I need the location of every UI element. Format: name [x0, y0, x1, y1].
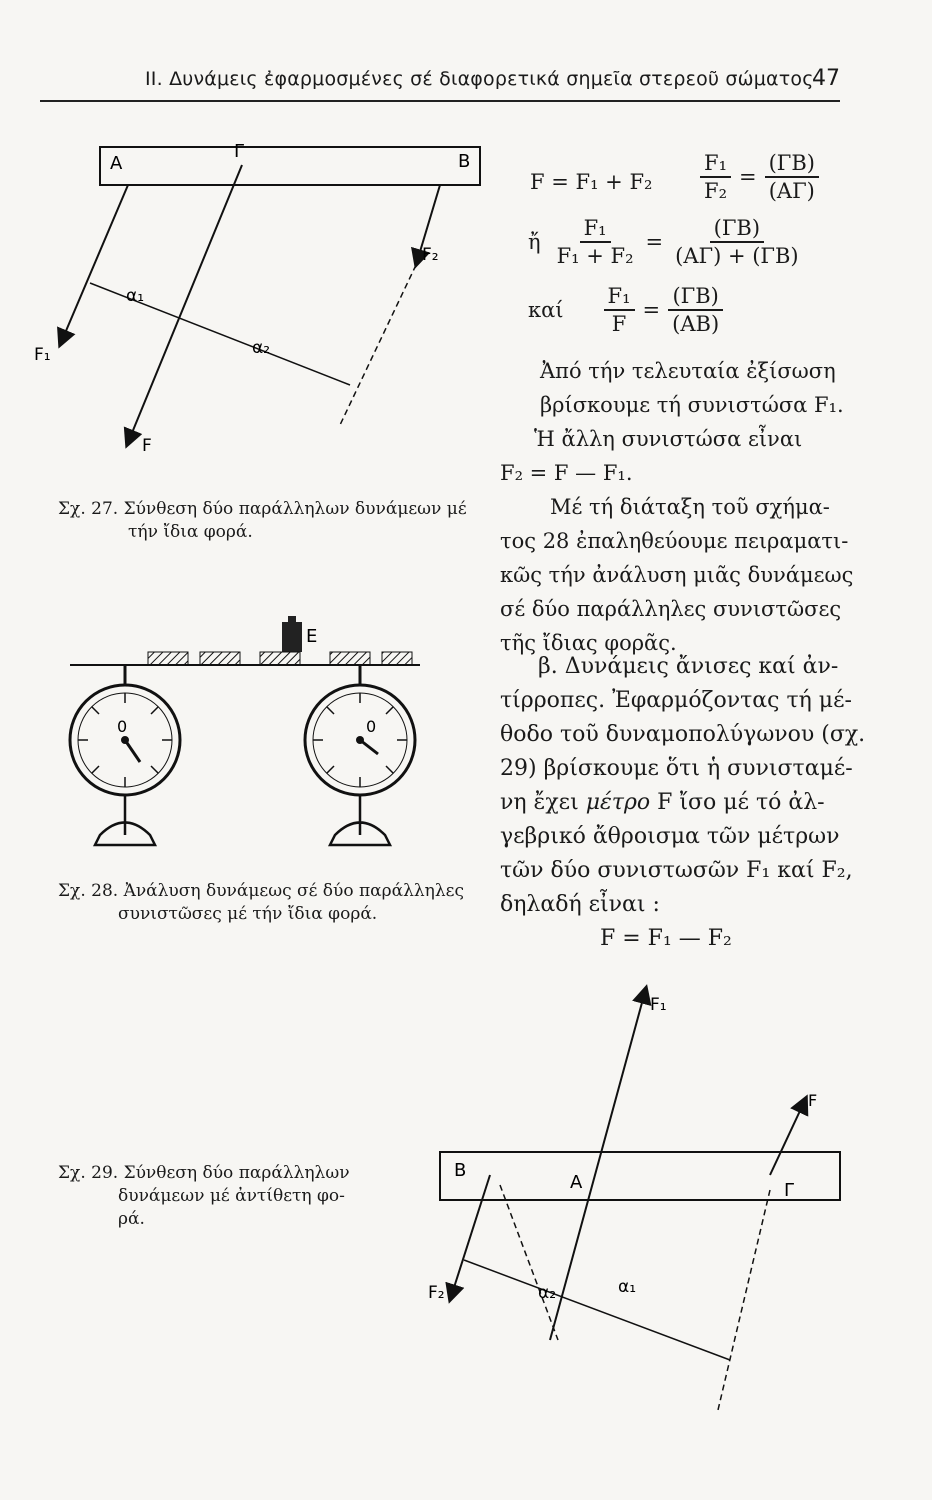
caption-fig29 — [58, 1162, 350, 1231]
equation-3 — [528, 283, 723, 337]
text-line: 29) βρίσκουμε ὅτι ἡ συνισταμέ- — [500, 756, 853, 781]
beam — [440, 1152, 840, 1200]
eq2-prefix: ἤ — [528, 230, 541, 254]
label-A: A — [570, 1172, 583, 1193]
eq2-rnum: (ΓΒ) — [710, 215, 764, 243]
caption-line: τήν ἴδια φορά. — [128, 522, 253, 542]
section-heading: β. Δυνάμεις ἄνισες καί ἀν- — [538, 654, 839, 679]
caption-fig27 — [58, 498, 467, 544]
figure-27 — [30, 135, 500, 465]
equation-2 — [528, 215, 803, 269]
text-line: τος 28 ἐπαληθεύουμε πειραματι- — [500, 529, 849, 553]
dashed-line-F2 — [340, 265, 416, 425]
dashed-line-F — [718, 1190, 770, 1410]
label-B: Β — [458, 151, 471, 172]
eq3-num: F₁ — [604, 283, 635, 311]
text-line: κῶς τήν ἀνάλυση μιᾶς δυνάμεως — [500, 563, 854, 587]
eq3-prefix: καί — [528, 298, 564, 322]
text-fragment: νη ἔχει — [500, 790, 586, 815]
label-G: Γ — [784, 1180, 795, 1201]
equation-1-ratio — [700, 150, 819, 204]
arrow-F2 — [450, 1175, 490, 1300]
text-line: θοδο τοῦ δυναμοπολύγωνου (σχ. — [500, 722, 866, 747]
text-line: Ἡ ἄλλη συνιστώσα εἶναι — [534, 427, 803, 451]
figure-29 — [410, 980, 880, 1460]
arrow-F1 — [60, 185, 128, 345]
eq1-den: F₂ — [704, 179, 727, 203]
body-text-right — [500, 354, 870, 660]
eq2-rden: (ΑΓ) + (ΓΒ) — [675, 244, 799, 268]
label-F1: F₁ — [34, 345, 51, 365]
text-fragment: F ἴσο μέ τό ἀλ- — [650, 790, 825, 815]
text-line: βρίσκουμε τή συνιστώσα F₁. — [540, 393, 844, 417]
label-A: Α — [110, 153, 123, 174]
caption-line: συνιστῶσες μέ τήν ἴδια φορά. — [118, 904, 378, 924]
label-E: E — [306, 626, 318, 647]
header-rule — [40, 100, 840, 102]
text-line: Ἀπό τήν τελευταία ἐξίσωση — [540, 359, 836, 383]
caption-line: Σχ. 28. Ἀνάλυση δυνάμεως σέ δύο παράλληλες — [58, 881, 464, 901]
label-F: F — [142, 436, 152, 456]
eq2-equals: = — [645, 230, 664, 254]
label-F2: F₂ — [428, 1283, 445, 1303]
label-a1: α₁ — [618, 1277, 637, 1297]
text-line: τίρροπες. Ἐφαρμόζοντας τή μέ- — [500, 688, 852, 713]
text-italic: μέτρο — [585, 790, 651, 815]
label-F1: F₁ — [650, 995, 667, 1015]
text-line: Μέ τή διάταξη τοῦ σχήμα- — [550, 495, 830, 519]
text-line — [500, 786, 870, 820]
eq3-rnum: (ΓΒ) — [668, 283, 722, 311]
dashed-line-F2 — [500, 1185, 558, 1340]
eq2-den: F₁ + F₂ — [556, 244, 634, 268]
section-beta — [500, 650, 870, 956]
label-a2: α₂ — [252, 338, 271, 358]
eq3-den: F — [611, 312, 627, 336]
caption-line: Σχ. 27. Σύνθεση δύο παράλληλων δυνάμεων μέ — [58, 499, 467, 519]
eq3-rden: (ΑΒ) — [672, 312, 720, 336]
label-a2: α₂ — [538, 1283, 557, 1303]
caption-fig28 — [58, 880, 464, 926]
label-a1: α₁ — [126, 286, 145, 306]
eq1-equals: = — [739, 165, 757, 189]
caption-line: δυνάμεων μέ ἀντίθετη φο- — [118, 1186, 345, 1206]
label-F2: F₂ — [422, 245, 439, 265]
page-number: 47 — [812, 66, 840, 91]
beam — [100, 147, 480, 185]
equation-line: F = F₁ — F₂ — [600, 926, 732, 951]
text-line: σέ δύο παράλληλες συνιστῶσες — [500, 597, 842, 621]
label-F: F — [808, 1091, 818, 1110]
dial-right-zero: 0 — [366, 717, 377, 736]
text-line: τῆς ἴδιας φορᾶς. — [500, 631, 677, 655]
running-header: II. Δυνάμεις ἐφαρμοσμένες σέ διαφορετικά σημεῖα στερεοῦ σώματος — [145, 68, 814, 90]
arrow-F — [770, 1098, 806, 1175]
eq3-equals: = — [642, 298, 661, 322]
distance-line — [464, 1260, 730, 1360]
text-line: F₂ = F — F₁. — [500, 461, 633, 485]
text-line: δηλαδή εἶναι : — [500, 892, 660, 917]
eq1-rden: (ΑΓ) — [768, 179, 815, 203]
label-G: Γ — [234, 141, 245, 162]
figure-28 — [60, 610, 440, 870]
caption-line: Σχ. 29. Σύνθεση δύο παράλληλων — [58, 1163, 350, 1183]
text-line: τῶν δύο συνιστωσῶν F₁ καί F₂, — [500, 858, 853, 883]
weight — [282, 622, 302, 652]
text-line: γεβρικό ἄθροισμα τῶν μέτρων — [500, 824, 840, 849]
dial-left-zero: 0 — [117, 717, 128, 736]
equation-1-left: F = F₁ + F₂ — [530, 170, 653, 194]
eq2-num: F₁ — [580, 215, 611, 243]
caption-line: ρά. — [118, 1209, 145, 1229]
eq1-rnum: (ΓΒ) — [765, 150, 819, 178]
eq1-num: F₁ — [700, 150, 731, 178]
label-B: B — [454, 1160, 467, 1181]
